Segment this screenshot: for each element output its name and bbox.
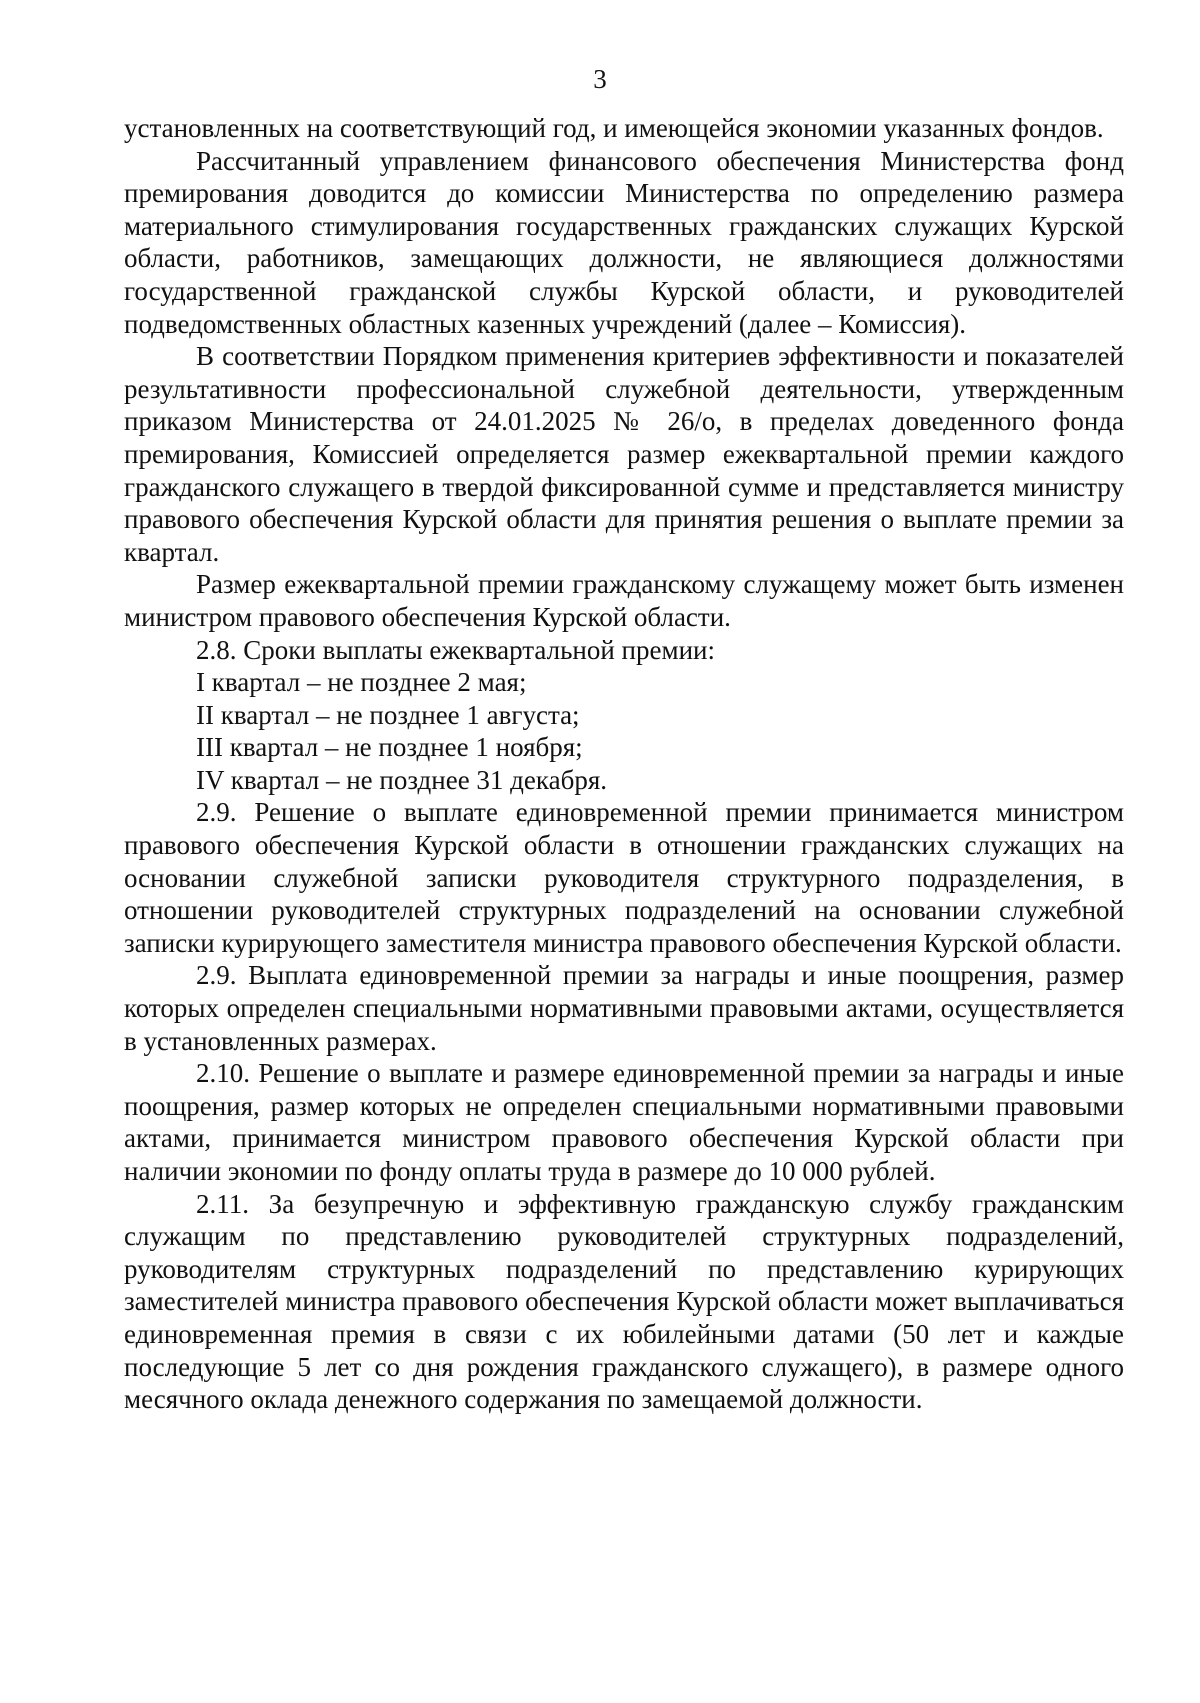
paragraph-2-10: 2.10. Решение о выплате и размере единовременной премии за награды и иные поощрения, размер которых не определен специальными нормативными правовыми актами, принимается министром правового обеспечения Курской области при наличии экономии по фонду оплаты труда в размере до 10 000 рублей.	[124, 1058, 1124, 1186]
list-item-quarter-3: III квартал – не позднее 1 ноября;	[196, 732, 583, 763]
list-item-quarter-4: IV квартал – не позднее 31 декабря.	[196, 764, 607, 795]
page-number: 3	[593, 64, 607, 94]
paragraph-commission-procedure: В соответствии Порядком применения критериев эффективности и показателей результативности профессиональной служебной деятельности, утвержденным приказом Министерства от 24.01.2025 № 26/о, в пределах доведенного фонда премирования, Комиссией определяется размер ежеквартальной премии каждого гражданского служащего в твердой фиксированной сумме и представляется министру правового обеспечения Курской области для принятия решения о выплате премии за квартал.	[124, 341, 1124, 567]
list-item-quarter-2: II квартал – не позднее 1 августа;	[196, 699, 580, 730]
paragraph-bonus-change: Размер ежеквартальной премии гражданскому служащему может быть изменен министром правового обеспечения Курской области.	[124, 569, 1124, 632]
paragraph-2-9-decision: 2.9. Решение о выплате единовременной премии принимается министром правового обеспечения Курской области в отношении гражданских служащих на основании служебной записки руководителя структурного подразделения, в отношении руководителей структурных подразделений на основании служебной записки курирующего заместителя министра правового обеспечения Курской области.	[124, 797, 1124, 958]
list-item-quarter-1: I квартал – не позднее 2 мая;	[196, 667, 527, 698]
paragraph-2-9-awards: 2.9. Выплата единовременной премии за награды и иные поощрения, размер которых определен специальными нормативными правовыми актами, осуществляется в установленных размерах.	[124, 960, 1124, 1056]
paragraph-bonus-fund: Рассчитанный управлением финансового обеспечения Министерства фонд премирования доводится до комиссии Министерства по определению размера материального стимулирования государственных гражданских служащих Курской области, работников, замещающих должности, не являющиеся должностями государственной гражданской службы Курской области, и руководителей подведомственных областных казенных учреждений (далее – Комиссия).	[124, 145, 1124, 339]
paragraph-continuation: установленных на соответствующий год, и имеющейся экономии указанных фондов.	[124, 113, 1104, 143]
paragraph-2-8-heading: 2.8. Сроки выплаты ежеквартальной премии:	[196, 634, 715, 665]
document-body	[124, 112, 1124, 1416]
paragraph-2-11: 2.11. За безупречную и эффективную гражданскую службу гражданским служащим по представлению руководителей структурных подразделений, руководителям структурных подразделений по представлению курирующих заместителей министра правового обеспечения Курской области может выплачиваться единовременная премия в связи с их юбилейными датами (50 лет и каждые последующие 5 лет со дня рождения гражданского служащего), в размере одного месячного оклада денежного содержания по замещаемой должности.	[124, 1188, 1124, 1415]
